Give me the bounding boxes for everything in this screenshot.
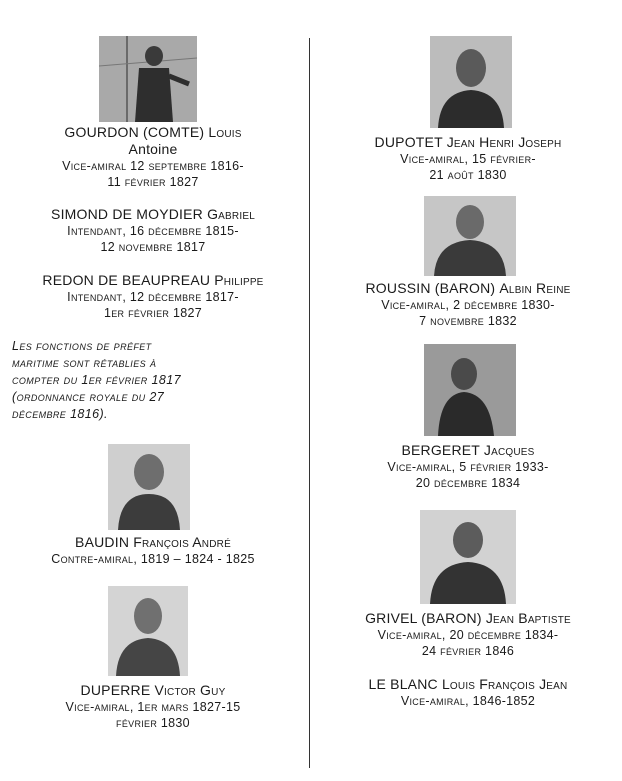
given-name: Gabriel: [207, 206, 255, 222]
portrait-bergeret: [424, 344, 516, 436]
given-name: Jean Baptiste: [485, 610, 571, 626]
given-name: Louis François Jean: [441, 676, 568, 692]
surname: LE BLANC: [368, 676, 438, 692]
role-line: Vice-amiral, 20 décembre 1834-: [377, 628, 559, 642]
historical-note: [12, 338, 288, 423]
portrait-roussin: [424, 196, 516, 276]
role-line: Vice-amiral 12 septembre 1816-: [62, 159, 244, 173]
role-line: Vice-amiral, 1846-1852: [400, 694, 536, 708]
given-name: François André: [133, 534, 231, 550]
portrait-baudin: [108, 444, 190, 530]
surname: GOURDON (COMTE): [64, 124, 205, 140]
note-line: compter du 1er février 1817: [12, 373, 181, 387]
entry-grivel: [314, 610, 622, 659]
portrait-grivel: [420, 510, 516, 604]
role-line: 12 novembre 1817: [100, 240, 206, 254]
given-name: Jacques: [483, 442, 535, 458]
note-line: Les fonctions de préfet: [12, 339, 152, 353]
entry-baudin: [0, 534, 306, 567]
note-line: décembre 1816).: [12, 407, 108, 421]
entry-bergeret: [314, 442, 622, 491]
given-name: Louis: [208, 124, 242, 140]
portrait-gourdon: [99, 36, 197, 122]
role-line: Intendant, 12 décembre 1817-: [67, 290, 239, 304]
role-line: Vice-amiral, 15 février-: [400, 152, 536, 166]
given-name: Victor Guy: [154, 682, 226, 698]
entry-leblanc: [314, 676, 622, 709]
note-line: (ordonnance royale du 27: [12, 390, 165, 404]
entry-simond: [0, 206, 306, 255]
role-line: Intendant, 16 décembre 1815-: [67, 224, 239, 238]
given-name: Jean Henri Joseph: [446, 134, 562, 150]
role-line: Vice-amiral, 2 décembre 1830-: [381, 298, 555, 312]
given-name: Philippe: [214, 272, 264, 288]
surname: BERGERET: [401, 442, 480, 458]
note-line: maritime sont rétablies à: [12, 356, 157, 370]
entry-name: [0, 124, 306, 141]
portrait-dupotet: [430, 36, 512, 128]
entry-roussin: [314, 280, 622, 329]
role-line: 21 août 1830: [429, 168, 507, 182]
role-line: 1er février 1827: [103, 306, 202, 320]
role-line: 11 février 1827: [107, 175, 199, 189]
surname: DUPERRE: [80, 682, 151, 698]
surname: REDON DE BEAUPREAU: [42, 272, 211, 288]
surname: GRIVEL (BARON): [365, 610, 482, 626]
surname: DUPOTET: [374, 134, 443, 150]
given-name: Albin Reine: [499, 280, 571, 296]
portrait-duperre: [108, 586, 188, 676]
role-line: 7 novembre 1832: [419, 314, 517, 328]
role-line: Vice-amiral, 1er mars 1827-15: [65, 700, 241, 714]
given-name-cont: Antoine: [128, 141, 178, 157]
entry-dupotet: [314, 134, 622, 183]
role-line: 24 février 1846: [421, 644, 515, 658]
surname: BAUDIN: [75, 534, 130, 550]
role-line: février 1830: [116, 716, 190, 730]
column-divider: [309, 38, 310, 768]
entry-duperre: [0, 682, 306, 731]
entry-redon: [0, 272, 306, 321]
role-line: 20 décembre 1834: [415, 476, 521, 490]
role-line: Vice-amiral, 5 février 1933-: [387, 460, 549, 474]
entry-gourdon: [0, 124, 306, 190]
surname: SIMOND DE MOYDIER: [51, 206, 203, 222]
role-line: Contre-amiral, 1819 – 1824 - 1825: [51, 552, 255, 566]
surname: ROUSSIN (BARON): [365, 280, 496, 296]
